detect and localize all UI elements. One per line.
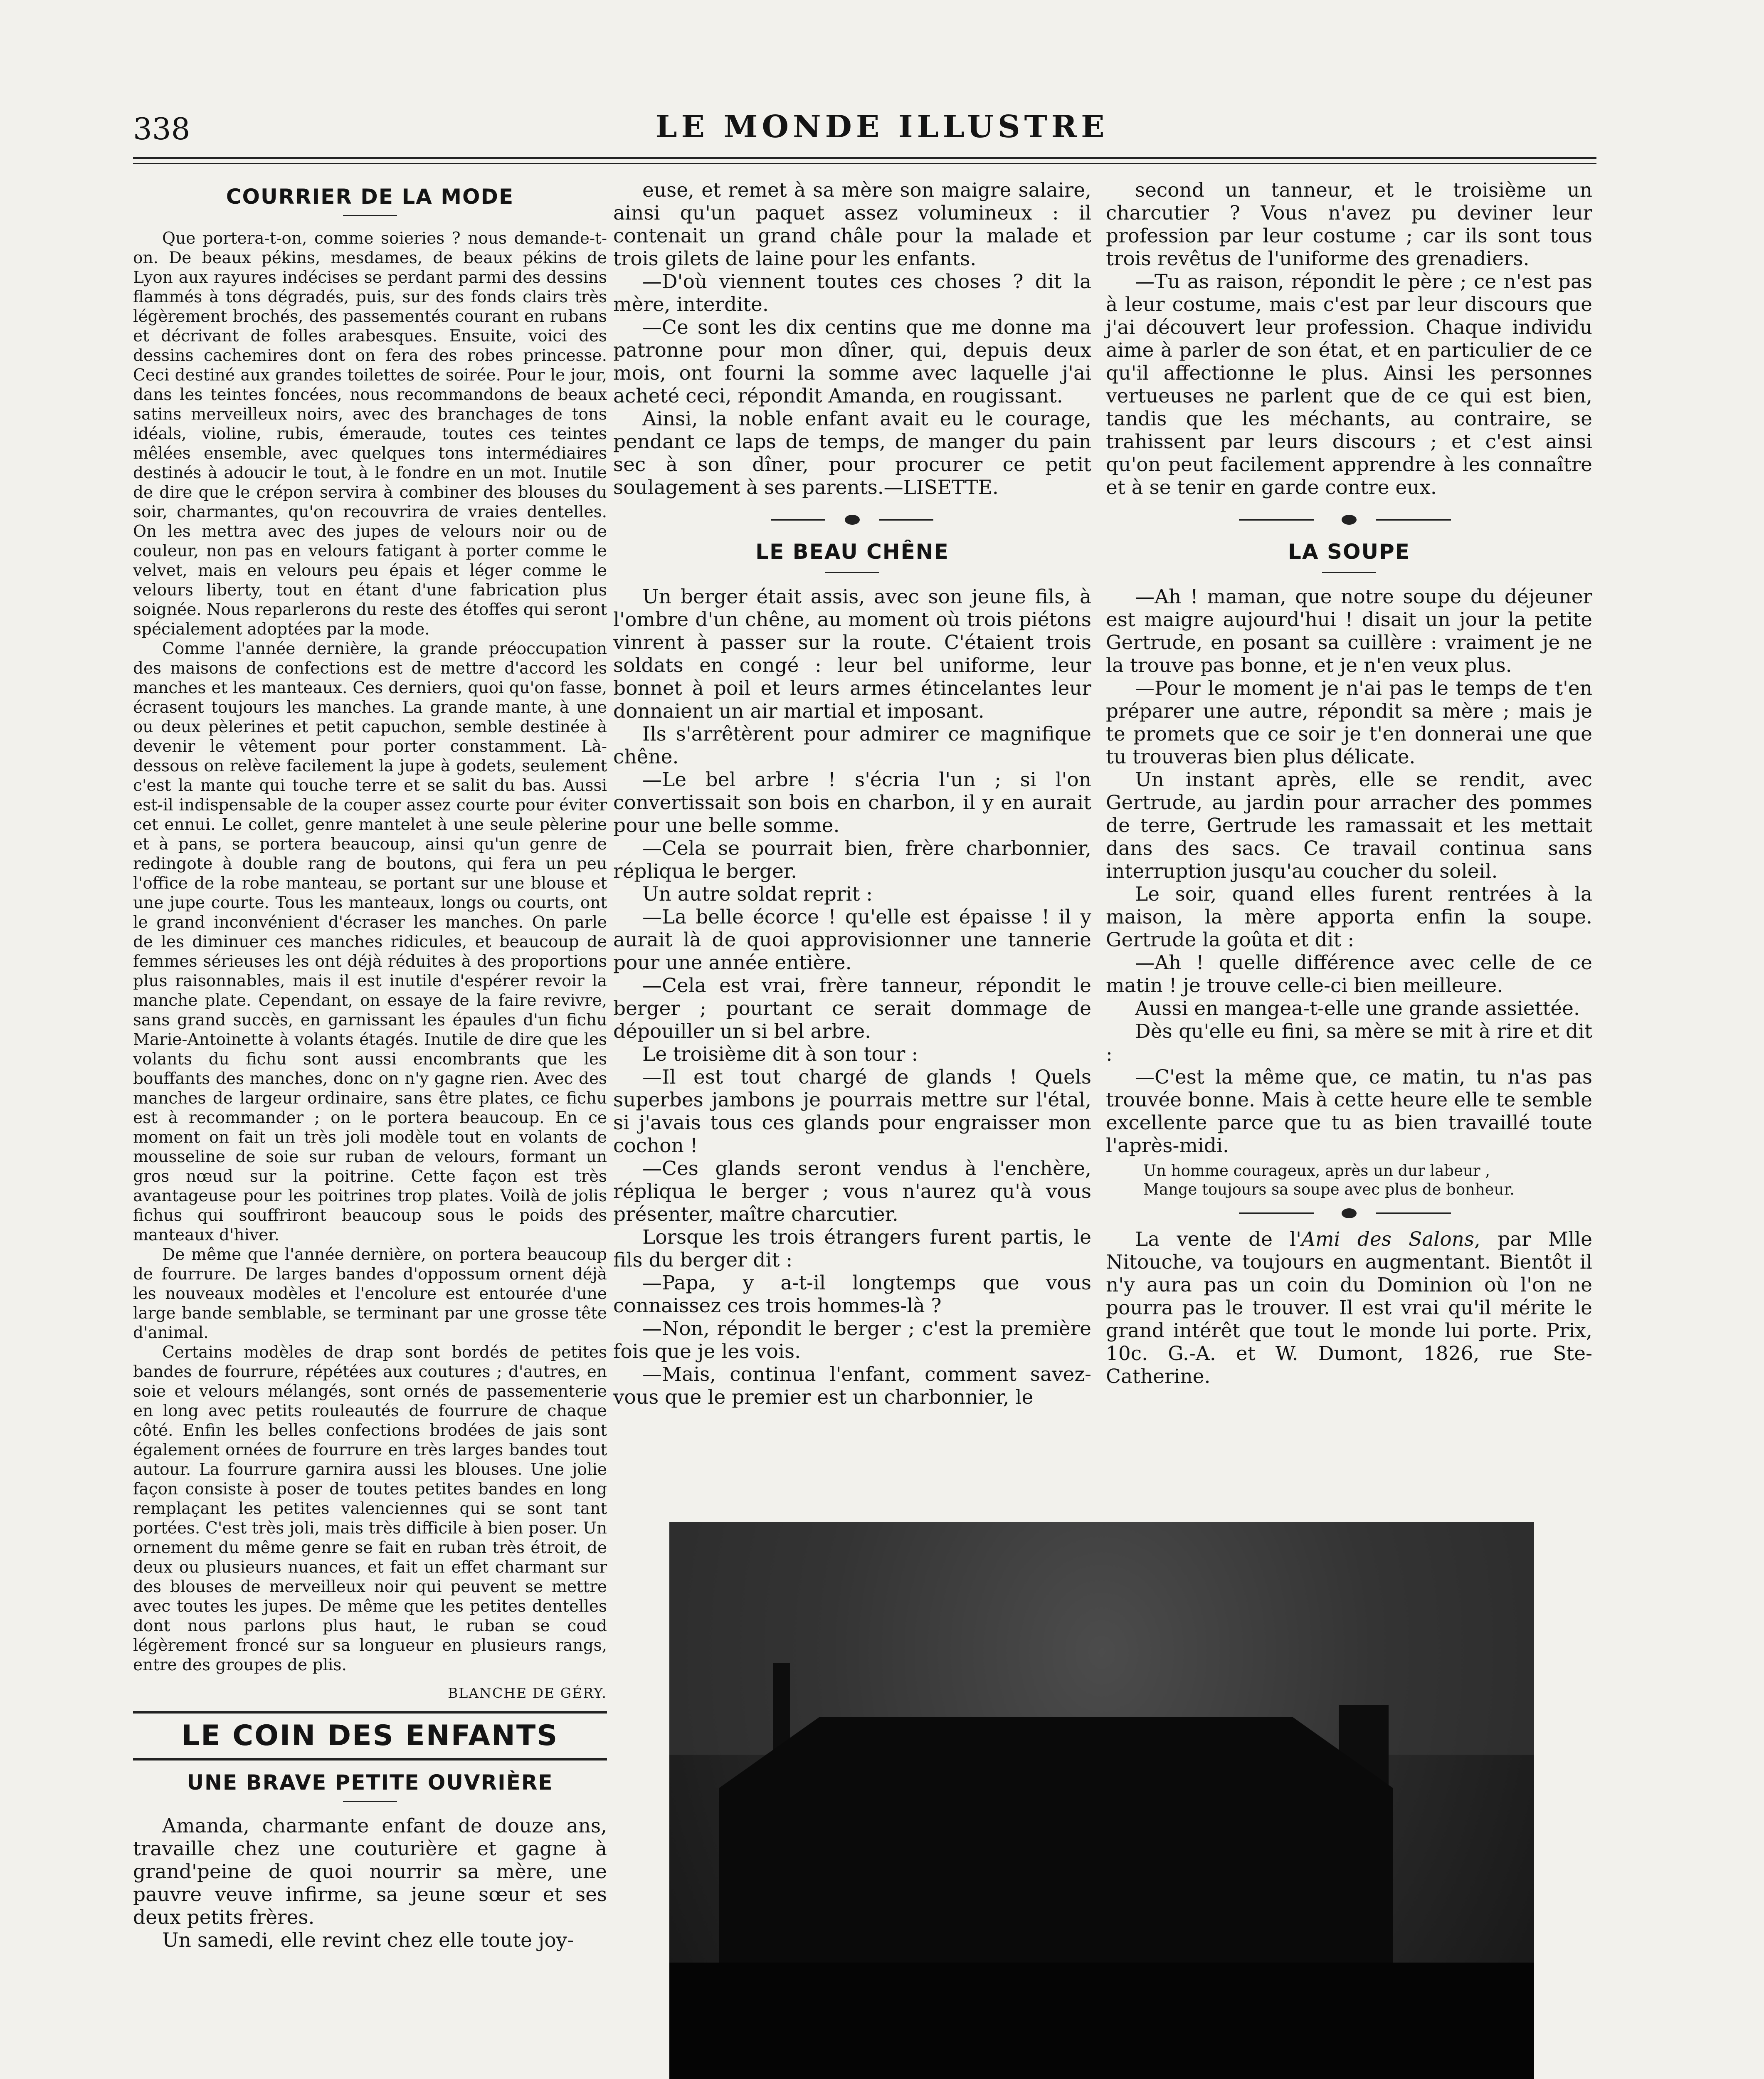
column-3: [1106, 179, 1592, 1388]
paragraph: Le soir, quand elles furent rentrées à la maison, la mère apporta enfin la soupe. Gertrude la goûta et dit :: [1106, 883, 1592, 951]
chene-article-start: [613, 585, 1091, 1409]
header-rule-thin: [133, 163, 1596, 164]
header-rule: [133, 157, 1596, 159]
soupe-verse: [1106, 1161, 1592, 1199]
paragraph: —Non, répondit le berger ; c'est la première fois que je les vois.: [613, 1317, 1091, 1363]
mode-signature: BLANCHE DE GÉRY.: [448, 1685, 607, 1701]
annonce: La vente de l'Ami des Salons, par Mlle Nitouche, va toujours en augmentant. Bientôt il n'y aura pas un coin du Dominion où l'on ne pourra pas le trouver. Il est vrai qu'il mérite le grand intérêt que tout le monde lui porte. Prix, 10c. G.-A. et W. Dumont, 1826, rue Ste-Catherine.: [1106, 1228, 1592, 1388]
title-rule: [343, 1801, 397, 1802]
verse-line: Un homme courageux, après un dur labeur ,: [1143, 1162, 1490, 1180]
ornament-divider: [1106, 1205, 1592, 1222]
verse-line: Mange toujours sa soupe avec plus de bonheur.: [1143, 1180, 1515, 1198]
paragraph: Dès qu'elle eu fini, sa mère se mit à rire et dit :: [1106, 1020, 1592, 1066]
paragraph: Lorsque les trois étrangers furent partis, le fils du berger dit :: [613, 1226, 1091, 1272]
paragraph: —Il est tout chargé de glands ! Quels superbes jambons je pourrais mettre sur l'étal, si j'avais tous ces glands pour engraisser mon cochon !: [613, 1066, 1091, 1157]
photo-louiseville-sawmill: [669, 1522, 1534, 2079]
paragraph: second un tanneur, et le troisième un charcutier ? Vous n'avez pu deviner leur profession par leur costume ; car ils sont tous trois revêtus de l'uniforme des grenadiers.: [1106, 179, 1592, 270]
soupe-title: LA SOUPE: [1288, 540, 1410, 564]
paragraph: Comme l'année dernière, la grande préoccupation des maisons de confections est de mettre d'accord les manches et les manteaux. Ces derniers, quoi qu'on fasse, écrasent toujours les manches. La grande mante, à une ou deux pèlerines et petit capuchon, semble destinée à devenir le vêtement pour porter constamment. Là-dessous on relève facilement la jupe à godets, seulement c'est la mante qui touche terre et se salit du bas. Aussi est-il indispensable de la couper assez courte pour éviter cet ennui. Le collet, genre mantelet à une seule pèlerine et à pans, se portera beaucoup, ainsi qu'un genre de redingote à double rang de boutons, qui fera un peu l'office de la robe manteau, se portant sur une blouse et une jupe courte. Tous les manteaux, longs ou courts, ont le grand inconvénient d'écraser les manches. On parle de les diminuer ces manches ridicules, et beaucoup de femmes sérieuses les ont déjà réduites à des proportions plus raisonnables, mais il est inutile d'espérer revoir la manche plate. Cependant, on essaye de la faire revivre, sans grand succès, en garnissant les épaules d'un fichu Marie-Antoinette à volants étagés. Inutile de dire que les volants du fichu sont aussi encombrants que les bouffants des manches, donc on n'y gagne rien. Avec des manches de largeur ordinaire, sans être plates, ce fichu est à recommander ; on le portera beaucoup. En ce moment on fait un très joli modèle tout en volants de mousseline de soie sur ruban de velours, formant un gros nœud sur la poitrine. Cette façon est très avantageuse pour les poitrines trop plates. Voilà de jolis fichus qui souffriront beaucoup sous le poids des manteaux d'hiver.: [133, 640, 607, 1244]
paragraph: —La belle écorce ! qu'elle est épaisse ! il y aurait là de quoi approvisionner une tannerie pour une année entière.: [613, 906, 1091, 974]
paragraph: —D'où viennent toutes ces choses ? dit la mère, interdite.: [613, 270, 1091, 316]
paragraph: —Ah ! quelle différence avec celle de ce matin ! je trouve celle-ci bien meilleure.: [1106, 951, 1592, 997]
masthead: LE MONDE ILLUSTRE: [655, 109, 1109, 145]
paragraph: Un berger était assis, avec son jeune fils, à l'ombre d'un chêne, au moment où trois piétons vinrent à passer sur la route. C'étaient trois soldats en congé : leur bel uniforme, leur bonnet à poil et leurs armes étincelantes leur donnaient un air martial et imposant.: [613, 585, 1091, 723]
mode-article: [133, 229, 607, 1675]
paragraph: —Ce sont les dix centins que me donne ma patronne pour mon dîner, qui, depuis deux mois, ont fourni la somme avec laquelle j'ai acheté ceci, répondit Amanda, en rougissant.: [613, 316, 1091, 407]
paragraph: —Ah ! maman, que notre soupe du déjeuner est maigre aujourd'hui ! disait un jour la petite Gertrude, en posant sa cuillère : vraiment je ne la trouve pas bonne, et je n'en veux plus.: [1106, 585, 1592, 677]
paragraph: —Mais, continua l'enfant, comment savez-vous que le premier est un charbonnier, le: [613, 1363, 1091, 1409]
paragraph: Certains modèles de drap sont bordés de petites bandes de fourrure, répétées aux coutures ; d'autres, en soie et velours mélangés, sont ornés de passementerie en long avec petits rouleautés de fourrure de chaque côté. Enfin les belles confections brodées de jais sont également ornées de fourrure en très larges bandes tout autour. La fourrure garnira aussi les blouses. Une jolie façon consiste à poser de toutes petites bandes en long remplaçant les petites valenciennes qui se sont tant portées. C'est très joli, mais très difficile à bien poser. Un ornement du même genre se fait en ruban très étroit, de deux ou plusieurs nuances, et fait un effet charmant sur des blouses de merveilleux noir qui peuvent se mettre avec toutes les jupes. De même que les petites dentelles dont nous parlons plus haut, le ruban se coud légèrement froncé sur sa longueur en plusieurs rangs, entre des groupes de plis.: [133, 1343, 607, 1674]
paragraph: Ils s'arrêtèrent pour admirer ce magnifique chêne.: [613, 723, 1091, 768]
chene-article-end: [1106, 179, 1592, 499]
paragraph: Aussi en mangea-t-elle une grande assiettée.: [1135, 997, 1580, 1020]
page-number: 338: [133, 111, 190, 146]
enfants-subtitle: UNE BRAVE PETITE OUVRIÈRE: [187, 1770, 553, 1795]
enfants-title: LE COIN DES ENFANTS: [181, 1719, 559, 1752]
paragraph: —C'est la même que, ce matin, tu n'as pas trouvée bonne. Mais à cette heure elle te semble excellente parce que tu as bien travaillé toute l'après-midi.: [1106, 1066, 1592, 1157]
paragraph: Amanda, charmante enfant de douze ans, travaille chez une couturière et gagne à grand'peine de quoi nourrir sa mère, une pauvre veuve infirme, sa jeune sœur et ses deux petits frères.: [133, 1815, 607, 1929]
mode-title: COURRIER DE LA MODE: [226, 185, 514, 209]
paragraph: Que portera-t-on, comme soieries ? nous demande-t-on. De beaux pékins, mesdames, de beaux pékins de Lyon aux rayures indécises se perdant parmi des dessins flammés à tons dégradés, puis, sur des fonds clairs très légèrement brochés, des passementés courant en rubans et décrivant de folles arabesques. Ensuite, voici des dessins cachemires dont on fera des robes princesse. Ceci destiné aux grandes toilettes de soirée. Pour le jour, dans les teintes foncées, nous recommandons de beaux satins merveilleux noirs, avec des branchages de tons idéals, violine, rubis, émeraude, toutes ces teintes mêlées ensemble, avec quelques tons intermédiaires destinés à adoucir le tout, à le fondre en un mot. Inutile de dire que le crépon servira à combiner des blouses du soir, charmantes, qu'on recouvrira de vraies dentelles. On les mettra avec des jupes de velours noir ou de couleur, non pas en velours fatigant à porter comme le velvet, mais en velours peu épais et léger comme le velours liberty, tout en étant d'une fabrication plus soignée. Nous reparlerons du reste des étoffes qui seront spécialement adoptées par la mode.: [133, 229, 607, 639]
ornament-divider: [1106, 511, 1592, 528]
section-rule: [133, 1758, 607, 1760]
enfants-article-end: [613, 179, 1091, 499]
paragraph: Un instant après, elle se rendit, avec Gertrude, au jardin pour arracher des pommes de terre, Gertrude les ramassait et les mettait dans des sacs. Ce travail continua sans interruption jusqu'au coucher du soleil.: [1106, 768, 1592, 883]
ornament-divider: [613, 511, 1091, 528]
paragraph: —Ces glands seront vendus à l'enchère, répliqua le berger ; vous n'aurez qu'à vous présenter, maître charcutier.: [613, 1157, 1091, 1226]
column-1: [133, 179, 607, 1952]
section-rule: [133, 1711, 607, 1714]
photo-illustration: [669, 1522, 1534, 2079]
paragraph: —Pour le moment je n'ai pas le temps de t'en préparer une autre, répondit sa mère ; mais je te promets que ce soir je t'en donnerai une que tu trouveras bien plus délicate.: [1106, 677, 1592, 768]
column-2: [613, 179, 1091, 1409]
title-rule: [343, 215, 397, 216]
paragraph: —Tu as raison, répondit le père ; ce n'est pas à leur costume, mais c'est par leur discours que j'ai découvert leur profession. Chaque individu aime à parler de son état, et en particulier de ce qu'il affectionne le plus. Ainsi les personnes vertueuses ne parlent que de ce qui est bien, tandis que les méchants, au contraire, se trahissent par leurs discours ; et c'est ainsi qu'on peut facilement apprendre à les connaître et à se tenir en garde contre eux.: [1106, 270, 1592, 499]
paragraph: euse, et remet à sa mère son maigre salaire, ainsi qu'un paquet assez volumineux : il contenait un grand châle pour la malade et trois gilets de laine pour les enfants.: [613, 179, 1091, 270]
enfants-article-start: [133, 1815, 607, 1952]
paragraph: —Cela est vrai, frère tanneur, répondit le berger ; pourtant ce serait dommage de dépouiller un si bel arbre.: [613, 974, 1091, 1043]
paragraph: Un autre soldat reprit :: [642, 883, 873, 906]
chene-title: LE BEAU CHÊNE: [755, 540, 949, 564]
paragraph: —Papa, y a-t-il longtemps que vous connaissez ces trois hommes-là ?: [613, 1272, 1091, 1317]
title-rule: [825, 572, 879, 573]
paragraph: Ainsi, la noble enfant avait eu le courage, pendant ce laps de temps, de manger du pain sec à son dîner, pour procurer ce petit soulagement à ses parents.—LISETTE.: [613, 407, 1091, 499]
paragraph: Le troisième dit à son tour :: [642, 1043, 918, 1066]
paragraph: —Cela se pourrait bien, frère charbonnier, répliqua le berger.: [613, 837, 1091, 883]
paragraph: De même que l'année dernière, on portera beaucoup de fourrure. De larges bandes d'oppossum ornent déjà les nouveaux modèles et l'encolure est entourée d'une large bande semblable, se terminant par une grosse tête d'animal.: [133, 1245, 607, 1342]
paragraph: Un samedi, elle revint chez elle toute joy-: [162, 1929, 574, 1952]
paragraph: —Le bel arbre ! s'écria l'un ; si l'on convertissait son bois en charbon, il y en aurait pour une belle somme.: [613, 768, 1091, 837]
title-rule: [1322, 572, 1376, 573]
soupe-article: [1106, 585, 1592, 1157]
